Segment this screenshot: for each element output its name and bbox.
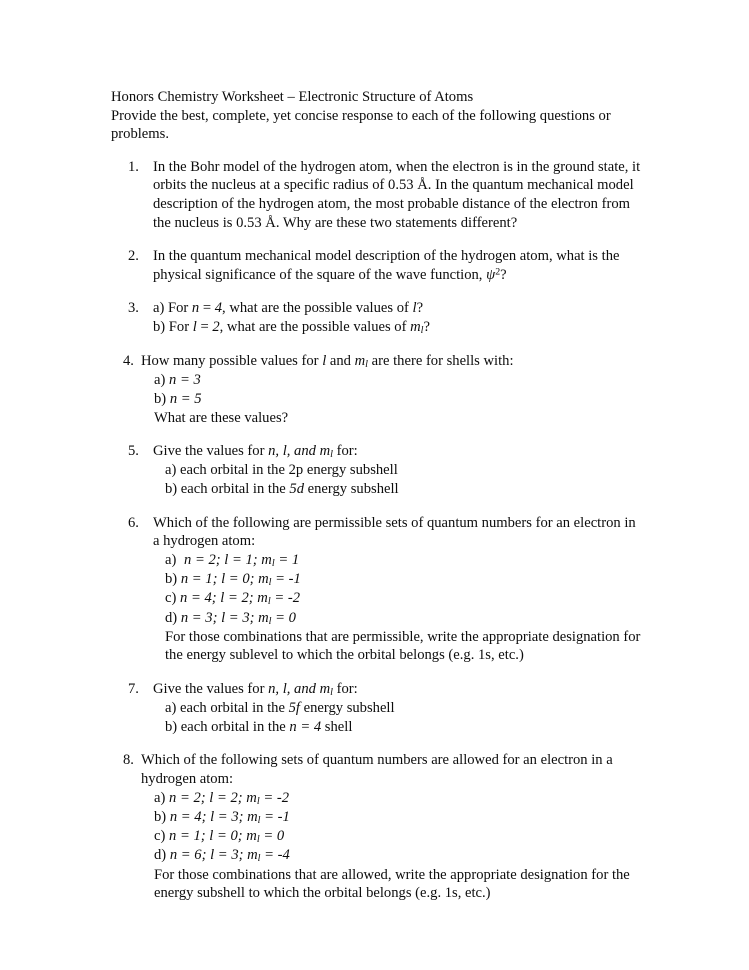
variable-m: m: [247, 808, 258, 825]
separator: ;: [237, 789, 247, 806]
equals-sign: =: [274, 551, 292, 568]
subitem-suffix: energy subshell: [303, 462, 398, 479]
value-ml: -4: [277, 847, 290, 864]
variable-m-subscript: l: [420, 325, 424, 337]
equals-sign: =: [191, 551, 209, 568]
quantum-set-b: [154, 808, 641, 827]
variable-m-subscript: l: [268, 577, 272, 589]
subitem-prefix: b) each orbital in the: [165, 718, 290, 735]
question-text-part2: ?: [500, 266, 507, 283]
question-subitem-b: [153, 318, 641, 337]
question-subitem-a: [165, 699, 641, 718]
variable-l: l: [210, 847, 215, 864]
variable-m-subscript: l: [330, 449, 333, 461]
equals-sign: =: [271, 609, 289, 626]
set-label: b): [165, 571, 178, 588]
value-ml: 0: [288, 609, 296, 626]
separator: ;: [252, 551, 262, 568]
variable-m-subscript: l: [256, 834, 260, 846]
question-item-4: [111, 352, 641, 427]
variable-m-subscript: l: [257, 815, 261, 827]
quantum-number-sets: [141, 789, 641, 866]
equals-sign: =: [176, 789, 194, 806]
question-subitem-b: [165, 718, 641, 737]
equals-sign: =: [187, 590, 205, 607]
variable-m: m: [246, 789, 257, 806]
equals-sign: =: [196, 318, 213, 335]
subitem-end: ?: [416, 300, 424, 317]
quantum-set-b: [165, 570, 641, 589]
set-label: d): [154, 847, 167, 864]
document-header: [111, 88, 641, 144]
question-lead-part2: for:: [332, 443, 358, 460]
question-subitems: [141, 371, 641, 408]
variable-l: l: [322, 353, 327, 370]
variable-value: 4: [214, 300, 223, 317]
set-label: d): [165, 609, 178, 626]
equals-sign: =: [188, 609, 206, 626]
question-lead-part1: How many possible values for: [141, 353, 323, 370]
document-body: [111, 88, 641, 918]
variable-m: m: [258, 609, 269, 626]
value-ml: -1: [288, 571, 301, 588]
equals-sign: =: [176, 828, 194, 845]
value-n: 2: [208, 551, 216, 568]
value-n: 1: [193, 828, 201, 845]
subitem-suffix: energy subshell: [299, 700, 395, 717]
separator: ;: [249, 571, 259, 588]
value-l: 3: [242, 609, 250, 626]
question-text: [153, 680, 641, 699]
variable-m: m: [410, 318, 421, 335]
value-ml: -2: [287, 590, 301, 607]
question-subitems: [153, 461, 641, 498]
variable-n: n: [169, 391, 178, 408]
variable-n: n: [169, 847, 178, 864]
set-label: c): [165, 590, 177, 607]
subitem-mid-text: , what are the possible values of: [219, 318, 411, 335]
question-lead-part1: Give the values for: [153, 681, 269, 698]
variable-n: n: [191, 300, 200, 317]
quantum-set-c: [154, 827, 641, 846]
question-number: 6.: [128, 514, 139, 531]
subitem-suffix: shell: [321, 718, 353, 735]
subitem-label: b) For: [153, 318, 193, 335]
value-l: 0: [230, 828, 238, 845]
question-trailing-text: For those combinations that are allowed, write the appropriate designation for the energy subshell to which the orbital belongs (e.g. 1s, etc.): [154, 866, 630, 902]
question-trailing-text: What are these values?: [154, 409, 289, 426]
value-ml: -1: [277, 808, 290, 825]
value-l: 3: [231, 808, 239, 825]
quantum-number-variables: n, l, and m: [268, 681, 331, 698]
question-text: Which of the following sets of quantum numbers are allowed for an electron in a hydrogen atom:: [141, 752, 613, 788]
variable-m: m: [247, 847, 258, 864]
variable-n: n: [169, 828, 177, 845]
variable-m-subscript: l: [365, 359, 369, 371]
variable-l: l: [412, 300, 417, 317]
question-number: 4.: [123, 353, 134, 370]
variable-n: n: [180, 609, 189, 626]
separator: ;: [211, 590, 221, 607]
separator: ;: [238, 808, 248, 825]
value-l: 2: [241, 590, 249, 607]
value-n: 1: [205, 571, 213, 588]
subitem-prefix: a) each orbital in the: [165, 700, 289, 717]
equals-sign: =: [228, 551, 246, 568]
question-number: 2.: [128, 248, 139, 265]
value-n: 3: [205, 609, 213, 626]
question-lead-part1: Give the values for: [153, 443, 269, 460]
variable-n: n: [184, 551, 192, 568]
separator: ;: [249, 609, 259, 626]
psi-exponent: 2: [495, 266, 501, 278]
variable-m: m: [354, 353, 366, 370]
equals-sign: =: [214, 847, 232, 864]
variable-m-subscript: l: [257, 853, 261, 865]
equals-sign: =: [270, 590, 288, 607]
equals-sign: =: [259, 789, 277, 806]
question-lead-part3: are there for shells with:: [368, 353, 514, 370]
value-ml: 1: [291, 551, 300, 568]
quantum-set-d: [154, 846, 641, 865]
value-l: 3: [231, 847, 239, 864]
variable-n: n: [180, 571, 189, 588]
question-text: [141, 352, 641, 371]
orbital-designation: 5d: [289, 481, 304, 498]
variable-n: n: [169, 808, 178, 825]
question-number: 5.: [128, 443, 139, 460]
variable-l: l: [209, 828, 214, 845]
value-l: 2: [230, 789, 238, 806]
question-text: In the Bohr model of the hydrogen atom, when the electron is in the ground state, it orbits the nucleus at a specific radius of 0.53 Å. In the quantum mechanical model description of the hydrogen atom, the most probable distance of the electron from the nucleus is 0.53 Å. Why are these two statements different?: [153, 158, 641, 231]
variable-m-subscript: l: [256, 795, 260, 807]
subitem-suffix: energy subshell: [304, 481, 399, 498]
equals-sign: =: [224, 590, 242, 607]
variable-m: m: [246, 828, 257, 845]
question-text: [153, 247, 641, 284]
question-trailing-text: For those combinations that are permissible, write the appropriate designation for the energy sublevel to which the orbital belongs (e.g. 1s, etc.): [165, 628, 641, 664]
variable-value: 3: [193, 372, 201, 389]
separator: ;: [201, 808, 211, 825]
variable-m: m: [257, 590, 268, 607]
orbital-designation: 5f: [288, 700, 300, 717]
equals-sign: =: [260, 808, 278, 825]
equals-sign: =: [176, 372, 194, 389]
variable-m: m: [261, 551, 272, 568]
set-label: a): [154, 789, 166, 806]
equals-sign: =: [225, 571, 243, 588]
variable-m-subscript: l: [268, 615, 272, 627]
variable-l: l: [210, 808, 215, 825]
variable-n: n: [180, 590, 188, 607]
variable-n: n: [169, 789, 177, 806]
question-item-2: [111, 247, 641, 284]
subitem-label: b): [154, 391, 170, 408]
question-subitems: [153, 699, 641, 736]
variable-m: m: [258, 571, 269, 588]
question-subitem-a: [154, 371, 641, 390]
separator: ;: [248, 590, 258, 607]
question-lead-part2: and: [326, 353, 355, 370]
value-ml: 0: [276, 828, 285, 845]
equals-sign: =: [259, 828, 277, 845]
variable-l: l: [192, 318, 197, 335]
question-subitem-a: [153, 299, 641, 318]
separator: ;: [200, 789, 210, 806]
subitem-prefix: a) each orbital in the: [165, 462, 289, 479]
variable-m-subscript: l: [267, 596, 271, 608]
equals-sign: =: [213, 789, 231, 806]
equals-sign: =: [177, 847, 195, 864]
variable-m-subscript: l: [271, 558, 275, 570]
variable-value: 2: [212, 318, 220, 335]
document-title: Honors Chemistry Worksheet – Electronic Structure of Atoms: [111, 89, 474, 105]
value-ml: -2: [276, 789, 290, 806]
question-text-part1: In the quantum mechanical model description of the hydrogen atom, what is the physical significance of the square of the wave function,: [153, 248, 620, 283]
question-number: 1.: [128, 158, 139, 175]
psi-symbol: ψ: [486, 266, 496, 283]
separator: ;: [238, 847, 248, 864]
equals-sign: =: [260, 847, 278, 864]
question-text: Which of the following are permissible sets of quantum numbers for an electron in a hydrogen atom:: [153, 514, 636, 550]
question-list: [111, 158, 641, 903]
value-n: 2: [193, 789, 201, 806]
equals-sign: =: [199, 300, 215, 317]
variable-n: n: [169, 372, 177, 389]
set-label: a): [165, 551, 177, 568]
value-n: 4: [194, 808, 202, 825]
variable-l: l: [209, 789, 214, 806]
question-number: 7.: [128, 681, 139, 698]
variable-l: l: [224, 551, 229, 568]
equals-sign: =: [213, 828, 231, 845]
separator: ;: [201, 847, 211, 864]
question-item-8: [111, 751, 641, 902]
question-item-5: [111, 442, 641, 498]
value-l: 0: [242, 571, 250, 588]
question-item-6: [111, 514, 641, 665]
question-item-1: [111, 158, 641, 232]
variable-m-subscript: l: [330, 687, 333, 699]
equals-sign: =: [271, 571, 289, 588]
value-l: 1: [245, 551, 253, 568]
separator: ;: [200, 828, 210, 845]
question-number: 8.: [123, 752, 134, 769]
value-n: 4: [204, 590, 212, 607]
question-number: 3.: [128, 300, 139, 317]
question-subitem-a: [165, 461, 641, 480]
quantum-number-variables: n, l, and m: [268, 443, 331, 460]
set-label: c): [154, 828, 166, 845]
quantum-set-d: [165, 609, 641, 628]
equals-sign: =: [214, 808, 232, 825]
variable-value: 5: [194, 391, 202, 408]
separator: ;: [215, 551, 225, 568]
set-label: b): [154, 808, 167, 825]
quantum-set-a: [154, 789, 641, 808]
document-instructions: Provide the best, complete, yet concise response to each of the following questions or problems.: [111, 107, 611, 143]
quantum-set-a: [165, 551, 641, 570]
question-text: [153, 299, 641, 337]
equals-sign: =: [225, 609, 243, 626]
question-item-7: [111, 680, 641, 736]
subitem-label: a): [154, 372, 169, 389]
subitem-label: a) For: [153, 300, 192, 317]
quantum-number-sets: [153, 551, 641, 628]
separator: ;: [212, 571, 222, 588]
variable-l: l: [221, 609, 226, 626]
question-subitem-b: [154, 390, 641, 409]
equals-sign: =: [188, 571, 206, 588]
quantum-set-c: [165, 589, 641, 608]
separator: ;: [212, 609, 222, 626]
subitem-prefix: b) each orbital in the: [165, 481, 290, 498]
question-item-3: [111, 299, 641, 337]
subitem-mid-text: , what are the possible values of: [222, 300, 413, 317]
subitem-end: ?: [423, 318, 430, 335]
shell-designation: n = 4: [289, 718, 322, 735]
variable-l: l: [220, 590, 225, 607]
equals-sign: =: [177, 808, 195, 825]
value-n: 6: [194, 847, 202, 864]
orbital-designation: 2p: [288, 462, 304, 479]
question-lead-part2: for:: [332, 681, 358, 698]
variable-l: l: [221, 571, 226, 588]
separator: ;: [237, 828, 247, 845]
question-text: [153, 442, 641, 461]
equals-sign: =: [177, 391, 195, 408]
question-subitem-b: [165, 480, 641, 499]
